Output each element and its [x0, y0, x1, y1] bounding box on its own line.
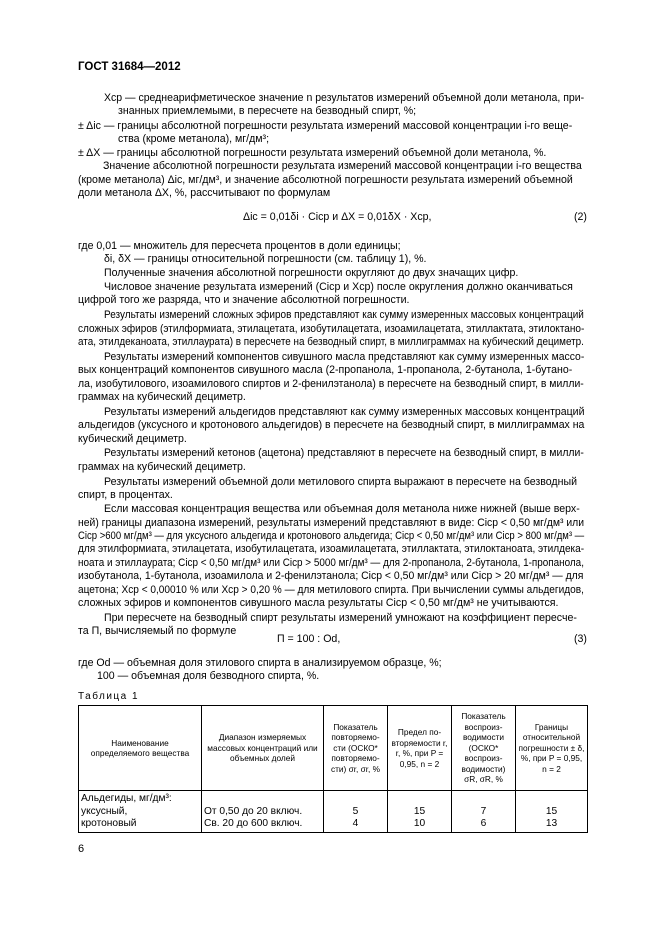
- cell-name: Альдегиды, мг/дм³: уксусный, кротоновый: [79, 791, 202, 833]
- text-line: ноата и этиллаурата; Cicр < 0,50 мг/дм³ или Cicр > 5000 мг/дм³ — для 2-пропанола, 2-бутанола, 1-пропанола,: [78, 557, 584, 569]
- cell-repeatability-limit: 15 10: [388, 791, 452, 833]
- header-reproducibility-sd: Показатель воспроиз-водимости (ОСКО* воспроиз-водимости) σR, σR, %: [452, 706, 516, 791]
- text-line: Результаты измерений компонентов сивушного масла представляют как сумму измеренных массо-: [104, 351, 585, 363]
- text-line: граммах на кубический дециметр.: [78, 391, 246, 403]
- cell-range: От 0,50 до 20 включ. Св. 20 до 600 включ.: [202, 791, 324, 833]
- text-line: Числовое значение результата измерений (Cicр и Xср) после округления должно оканчиваться: [104, 281, 573, 293]
- text-line: цифрой того же разряда, что и значение абсолютной погрешности.: [78, 294, 410, 306]
- text-line: где 0,01 — множитель для пересчета процентов в доли единицы;: [78, 240, 401, 252]
- text-line: При пересчете на безводный спирт результаты измерений умножают на коэффициент пересче-: [104, 612, 577, 624]
- header-repeatability-sd: Показатель повторяемо-сти (ОСКО* повторяемо-сти) σr, σr, %: [324, 706, 388, 791]
- text-line: доли метанола ΔX, %, рассчитывают по формулам: [78, 187, 331, 199]
- table-row: [79, 791, 588, 833]
- text-line: где Od — объемная доля этилового спирта в анализируемом образце, %;: [78, 657, 442, 669]
- formula-2-number: (2): [574, 211, 587, 223]
- table-caption: Таблица 1: [78, 691, 140, 702]
- text-line: граммах на кубический дециметр.: [78, 461, 246, 473]
- text-line: Результаты измерений альдегидов представляют как сумму измеренных массовых концентраций: [104, 406, 585, 418]
- text-line: спирт, в процентах.: [78, 489, 173, 501]
- text-line: кубический дециметр.: [78, 433, 187, 445]
- text-line: изобутанола, 1-бутанола, изоамилола и 2-фенилэтанола; Cicр < 0,50 мг/дм³ или Cicр > 20 мг/дм³ — для: [78, 570, 584, 582]
- text-line: знанных приемлемыми, в пересчете на безводный спирт, %;: [118, 105, 417, 117]
- text-line: ней) границы диапазона измерений, результаты измерений представляют в виде: Cicр < 0,50 мг/дм³ или: [78, 517, 585, 529]
- cell-error-bounds: 15 13: [516, 791, 588, 833]
- text-line: (кроме метанола) Δic, мг/дм³, и значение абсолютной погрешности результата измерений объемной: [78, 174, 573, 186]
- header-repeatability-limit: Предел по-вторяемости r, r, %, при P = 0,95, n = 2: [388, 706, 452, 791]
- text-line: сложных эфиров (этилформиата, этилацетата, изобутилацетата, изоамилацетата, этиллактата, этилоктано-: [78, 323, 585, 335]
- text-line: для этилформиата, этилацетата, изобутилацетата, изоамилацетата, этиллактата, этилоктаноата, этилдека-: [78, 543, 585, 555]
- text-line: вых концентраций компонентов сивушного масла (2-пропанола, 1-пропанола, 2-бутанола, 1-бутано-: [78, 364, 573, 376]
- data-table: [78, 705, 588, 833]
- formula-2: Δic = 0,01δi · Cicр и ΔX = 0,01δX · Xср,: [243, 211, 432, 223]
- formula-3: П = 100 : Od,: [277, 633, 341, 645]
- header-substance: Наименование определяемого вещества: [79, 706, 202, 791]
- text-line: альдегидов (уксусного и кротонового альдегидов) в пересчете на безводный спирт, в миллиграммах на: [78, 419, 585, 431]
- text-line: та П, вычисляемый по формуле: [78, 625, 237, 637]
- text-line: Результаты измерений сложных эфиров представляют как сумму измеренных массовых концентраций: [104, 309, 584, 321]
- text-line: ацетона; Xср < 0,00010 % или Xср > 0,20 % — для метилового спирта. При вычислении суммы альдегидов,: [78, 584, 584, 596]
- text-line: Значение абсолютной погрешности результата измерений массовой концентрации i-го вещества: [103, 160, 582, 172]
- text-line: Xср — среднеарифметическое значение n результатов измерений объемной доли метанола, при-: [104, 92, 585, 104]
- header-range: Диапазон измеряемых массовых концентраций или объемных долей: [202, 706, 324, 791]
- text-line: ства (кроме метанола), мг/дм³;: [118, 133, 270, 145]
- text-line: ± Δic — границы абсолютной погрешности результата измерений массовой концентрации i-го веще-: [78, 120, 573, 132]
- table-header-row: [79, 706, 588, 791]
- text-line: ата, этилдеканоата, этиллаурата) в пересчете на безводный спирт, в миллиграммах на кубический дециметр.: [78, 336, 584, 348]
- text-line: Cicр >600 мг/дм³ — для уксусного альдегида и кротонового альдегида; Cicр < 0,50 мг/дм³ или Cicр > 800 мг/дм³ —: [78, 530, 585, 542]
- text-line: δi, δX — границы относительной погрешности (см. таблицу 1), %.: [104, 253, 427, 265]
- text-line: ± ΔX — границы абсолютной погрешности результата измерений объемной доли метанола, %.: [78, 147, 547, 159]
- formula-3-number: (3): [574, 633, 587, 645]
- text-line: Полученные значения абсолютной погрешности округляют до двух значащих цифр.: [104, 267, 519, 279]
- text-line: сложных эфиров и компонентов сивушного масла результаты Cicр < 0,50 мг/дм³ не учитываются.: [78, 597, 559, 609]
- text-line: 100 — объемная доля безводного спирта, %.: [97, 670, 320, 682]
- cell-reproducibility-sd: 7 6: [452, 791, 516, 833]
- text-line: ла, изобутилового, изоамилового спиртов и 2-фенилэтанола) в пересчете на безводный спирт, в милли-: [78, 378, 584, 390]
- text-line: Результаты измерений объемной доли метилового спирта выражают в пересчете на безводный: [104, 476, 577, 488]
- text-line: Результаты измерений кетонов (ацетона) представляют в пересчете на безводный спирт, в милли-: [104, 447, 584, 459]
- page-number: 6: [78, 843, 85, 855]
- text-line: Если массовая концентрация вещества или объемная доля метанола ниже нижней (выше верх-: [104, 503, 580, 515]
- cell-repeatability-sd: 5 4: [324, 791, 388, 833]
- document-header: ГОСТ 31684—2012: [78, 61, 181, 73]
- header-error-bounds: Границы относительной погрешности ± δ, %, при P = 0,95, n = 2: [516, 706, 588, 791]
